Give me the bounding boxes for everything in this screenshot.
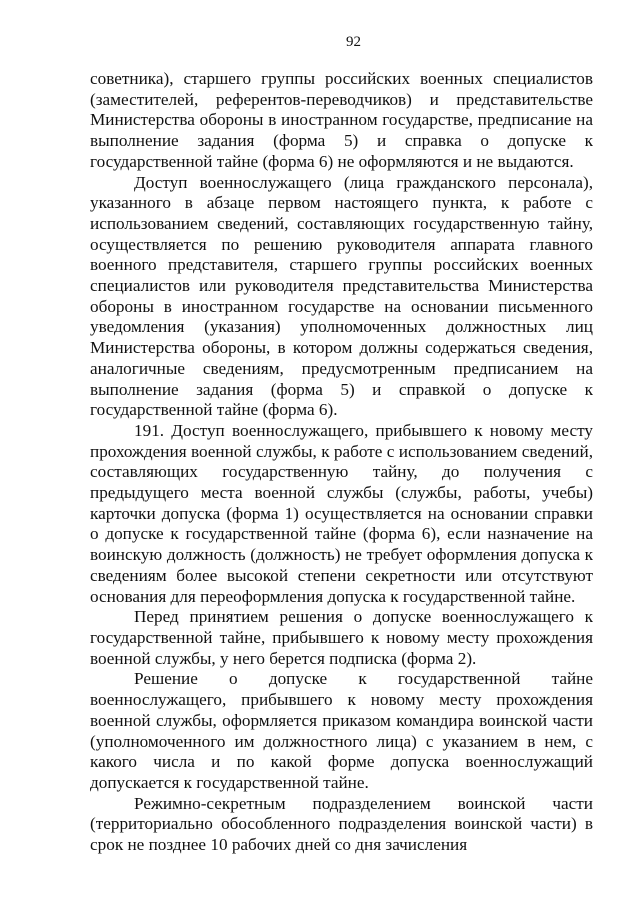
paragraph-continuation: советника), старшего группы российских военных специалистов (заместителей, референтов-переводчиков) и представительстве Министерства обороны в иностранном государстве, предписание на выполнение задания (форма 5) и справка о допуске к государственной тайне (форма 6) не оформляются и не выдаются.: [90, 69, 593, 171]
body-text: [90, 69, 593, 856]
page-number: 92: [346, 34, 361, 50]
paragraph-191: 191. Доступ военнослужащего, прибывшего к новому месту прохождения военной службы, к работе с использованием сведений, составляющих государственную тайну, до получения с предыдущего места военной службы (службы, работы, учебы) карточки допуска (форма 1) осуществляется на основании справки о допуске к государственной тайне (форма 6), если назначение на воинскую должность (должность) не требует оформления допуска к сведениям более высокой степени секретности или отсутствуют основания для переоформления допуска к государственной тайне.: [90, 420, 593, 606]
paragraph-secret-unit: Режимно-секретным подразделением воинской части (территориально обособленного подразделения воинской части) в срок не позднее 10 рабочих дней со дня зачисления: [90, 793, 593, 855]
paragraph-access-abroad: Доступ военнослужащего (лица гражданского персонала), указанного в абзаце первом настоящего пункта, к работе с использованием сведений, составляющих государственную тайну, осуществляется по решению руководителя аппарата главного военного представителя, старшего группы российских военных специалистов или руководителя представительства Министерства обороны в иностранном государстве на основании письменного уведомления (указания) уполномоченных должностных лиц Министерства обороны, в котором должны содержаться сведения, аналогичные сведениям, предусмотренным предписанием на выполнение задания (форма 5) и справкой о допуске к государственной тайне (форма 6).: [90, 172, 593, 420]
paragraph-decision: Решение о допуске к государственной тайне военнослужащего, прибывшего к новому месту прохождения военной службы, оформляется приказом командира воинской части (уполномоченного им должностного лица) с указанием в нем, с какого числа и по какой форме допуска военнослужащий допускается к государственной тайне.: [90, 669, 593, 792]
paragraph-subscription: Перед принятием решения о допуске военнослужащего к государственной тайне, прибывшего к новому месту прохождения военной службы, у него берется подписка (форма 2).: [90, 607, 593, 668]
